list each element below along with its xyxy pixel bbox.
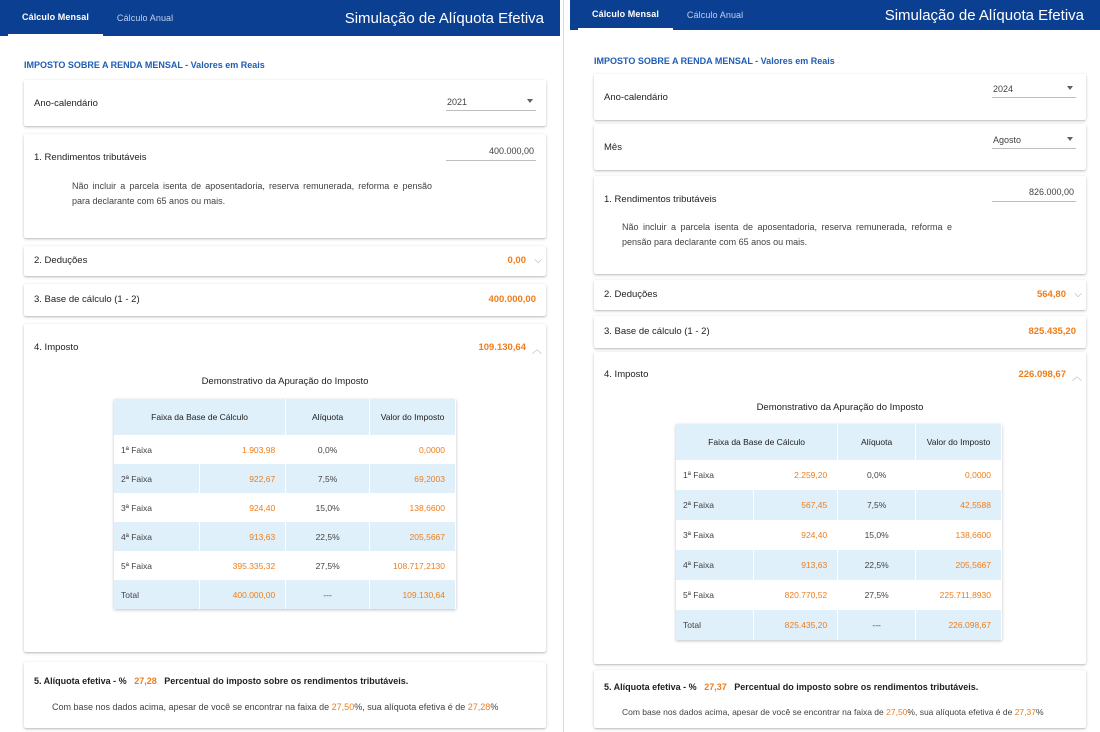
imposto-label: 4. Imposto: [604, 369, 649, 380]
ano-calendario-select[interactable]: [992, 80, 1076, 98]
aliquota-cell: 22,5%: [286, 522, 370, 551]
rendimentos-card: [594, 176, 1086, 274]
imposto-cell: 205,5667: [916, 550, 1002, 580]
aliquota-efetiva-card: [594, 670, 1086, 728]
summary-text: %, sua alíquota efetiva é de: [907, 707, 1015, 717]
rendimentos-label: 1. Rendimentos tributáveis: [34, 152, 147, 163]
deducoes-label: 2. Deduções: [604, 289, 658, 300]
section-title: IMPOSTO SOBRE A RENDA MENSAL - Valores em Reais: [24, 60, 265, 70]
summary-text: %: [490, 702, 499, 712]
ano-calendario-label: Ano-calendário: [34, 98, 98, 109]
summary-efetiva: 27,37: [1014, 707, 1036, 717]
faixa-cell: 3ª Faixa: [676, 520, 754, 550]
top-bar: [570, 0, 1100, 30]
base-cell: 924,40: [200, 493, 286, 522]
summary-efetiva: 27,28: [467, 702, 491, 712]
base-calculo-value: 825.435,20: [1028, 326, 1076, 337]
imposto-value: 226.098,67: [1018, 369, 1066, 380]
rendimentos-label: 1. Rendimentos tributáveis: [604, 194, 717, 205]
deducoes-value: 564,80: [1036, 289, 1066, 300]
aliquota-cell: 0,0%: [838, 460, 916, 490]
table-row-total: [114, 580, 456, 609]
table-row-total: [676, 610, 1002, 640]
faixa-cell: 4ª Faixa: [114, 522, 200, 551]
aliquota-cell: 27,5%: [286, 551, 370, 580]
mes-value: Agosto: [993, 134, 1022, 145]
ano-calendario-card: [24, 80, 546, 126]
table-header: Valor do Imposto: [370, 399, 456, 435]
base-cell: 922,67: [200, 464, 286, 493]
imposto-card: [24, 324, 546, 652]
ano-calendario-select[interactable]: [446, 93, 536, 111]
faixa-cell: 1ª Faixa: [114, 435, 200, 464]
summary-text: Com base nos dados acima, apesar de você se encontrar na faixa de: [52, 702, 332, 712]
imposto-cell: 0,0000: [370, 435, 456, 464]
table-row: [676, 460, 1002, 490]
imposto-value: 109.130,64: [478, 342, 526, 353]
aliquota-cell: ---: [286, 580, 370, 609]
dropdown-caret-icon: [1067, 86, 1073, 90]
mes-label: Mês: [604, 142, 622, 153]
aliquota-efetiva-desc: Percentual do imposto sobre os rendimentos tributáveis.: [734, 682, 979, 692]
imposto-cell: 42,5588: [916, 490, 1002, 520]
tab-calculo-anual[interactable]: Cálculo Anual: [116, 13, 174, 23]
app-title: Simulação de Alíquota Efetiva: [344, 9, 544, 27]
aliquota-efetiva-line: [604, 682, 978, 692]
demonstrativo-title: Demonstrativo da Apuração do Imposto: [756, 402, 924, 413]
summary-text: %: [1035, 707, 1044, 717]
right-panel: [570, 0, 1100, 732]
ano-calendario-label: Ano-calendário: [604, 92, 668, 103]
faixa-cell: Total: [114, 580, 200, 609]
table-row: [676, 520, 1002, 550]
base-cell: 924,40: [754, 520, 838, 550]
table-header: Faixa da Base de Cálculo: [676, 424, 838, 460]
aliquota-cell: 15,0%: [286, 493, 370, 522]
table-header: Faixa da Base de Cálculo: [114, 399, 286, 435]
base-cell: 820.770,52: [754, 580, 838, 610]
chevron-down-icon[interactable]: ⌵: [534, 255, 542, 266]
table-row: [114, 464, 456, 493]
summary-faixa: 27,50: [886, 707, 908, 717]
table-row: [676, 580, 1002, 610]
dropdown-caret-icon: [1067, 137, 1073, 141]
rendimentos-input[interactable]: 826.000,00: [992, 186, 1076, 202]
ano-calendario-card: [594, 74, 1086, 120]
imposto-cell: 109.130,64: [370, 580, 456, 609]
base-cell: 825.435,20: [754, 610, 838, 640]
imposto-cell: 108.717,2130: [370, 551, 456, 580]
table-row: [676, 490, 1002, 520]
table-header: Alíquota: [286, 399, 370, 435]
base-calculo-label: 3. Base de cálculo (1 - 2): [604, 326, 710, 337]
summary-faixa: 27,50: [331, 702, 355, 712]
rendimentos-note: Não incluir a parcela isenta de aposentadoria, reserva remunerada, reforma e pensão para declarante com 65 anos ou mais.: [622, 222, 952, 247]
aliquota-cell: 27,5%: [838, 580, 916, 610]
tab-calculo-mensal[interactable]: Cálculo Mensal: [8, 0, 103, 36]
table-row: [114, 522, 456, 551]
deducoes-label: 2. Deduções: [34, 255, 88, 266]
aliquota-efetiva-label: 5. Alíquota efetiva - %: [34, 676, 127, 686]
imposto-cell: 225.711,8930: [916, 580, 1002, 610]
base-cell: 567,45: [754, 490, 838, 520]
aliquota-efetiva-desc: Percentual do imposto sobre os rendimentos tributáveis.: [164, 676, 409, 686]
faixa-cell: 5ª Faixa: [676, 580, 754, 610]
deducoes-card[interactable]: [594, 280, 1086, 310]
section-title: IMPOSTO SOBRE A RENDA MENSAL - Valores em Reais: [594, 56, 835, 66]
imposto-cell: 205,5667: [370, 522, 456, 551]
tab-calculo-anual[interactable]: Cálculo Anual: [686, 10, 744, 20]
top-bar: [0, 0, 560, 36]
imposto-card: [594, 352, 1086, 664]
faixa-cell: Total: [676, 610, 754, 640]
ano-calendario-value: 2021: [447, 96, 468, 107]
base-calculo-card: [24, 284, 546, 316]
aliquota-cell: 22,5%: [838, 550, 916, 580]
table-row: [114, 551, 456, 580]
rendimentos-input[interactable]: 400.000,00: [446, 145, 536, 161]
aliquota-cell: 7,5%: [286, 464, 370, 493]
base-cell: 395.335,32: [200, 551, 286, 580]
base-cell: 2.259,20: [754, 460, 838, 490]
tab-calculo-mensal[interactable]: Cálculo Mensal: [578, 0, 673, 30]
faixa-cell: 4ª Faixa: [676, 550, 754, 580]
table-header: Alíquota: [838, 424, 916, 460]
table-header: Valor do Imposto: [916, 424, 1002, 460]
imposto-cell: 138,6600: [370, 493, 456, 522]
aliquota-efetiva-value: 27,28: [134, 676, 157, 686]
imposto-cell: 138,6600: [916, 520, 1002, 550]
aliquota-efetiva-label: 5. Alíquota efetiva - %: [604, 682, 697, 692]
deducoes-value: 0,00: [507, 255, 526, 266]
aliquota-efetiva-summary: [622, 707, 1044, 717]
ano-calendario-value: 2024: [993, 83, 1014, 94]
aliquota-efetiva-card: [24, 662, 546, 728]
demonstrativo-title: Demonstrativo da Apuração do Imposto: [201, 376, 369, 387]
aliquota-cell: ---: [838, 610, 916, 640]
base-calculo-value: 400.000,00: [488, 294, 536, 305]
demonstrativo-table: [676, 424, 1002, 640]
table-row: [676, 550, 1002, 580]
base-cell: 913,63: [754, 550, 838, 580]
demonstrativo-table: [114, 399, 456, 609]
base-cell: 913,63: [200, 522, 286, 551]
aliquota-efetiva-summary: [52, 702, 498, 712]
faixa-cell: 2ª Faixa: [114, 464, 200, 493]
summary-text: %, sua alíquota efetiva é de: [354, 702, 468, 712]
rendimentos-note: Não incluir a parcela isenta de aposentadoria, reserva remunerada, reforma e pensão para declarante com 65 anos ou mais.: [72, 181, 432, 206]
faixa-cell: 5ª Faixa: [114, 551, 200, 580]
mes-select[interactable]: [992, 131, 1076, 149]
chevron-down-icon[interactable]: ⌵: [1074, 289, 1082, 300]
base-calculo-card: [594, 316, 1086, 348]
faixa-cell: 1ª Faixa: [676, 460, 754, 490]
table-row: [114, 435, 456, 464]
aliquota-cell: 15,0%: [838, 520, 916, 550]
base-cell: 400.000,00: [200, 580, 286, 609]
aliquota-cell: 7,5%: [838, 490, 916, 520]
base-cell: 1.903,98: [200, 435, 286, 464]
deducoes-card[interactable]: [24, 246, 546, 276]
imposto-label: 4. Imposto: [34, 342, 79, 353]
imposto-cell: 69,2003: [370, 464, 456, 493]
summary-text: Com base nos dados acima, apesar de você se encontrar na faixa de: [622, 707, 887, 717]
chevron-up-icon[interactable]: ︿: [532, 345, 542, 356]
panel-divider: [563, 0, 564, 732]
dropdown-caret-icon: [527, 99, 533, 103]
aliquota-efetiva-line: [34, 676, 408, 686]
imposto-cell: 226.098,67: [916, 610, 1002, 640]
imposto-cell: 0,0000: [916, 460, 1002, 490]
app-title: Simulação de Alíquota Efetiva: [884, 6, 1084, 24]
base-calculo-label: 3. Base de cálculo (1 - 2): [34, 294, 140, 305]
mes-card: [594, 124, 1086, 170]
faixa-cell: 3ª Faixa: [114, 493, 200, 522]
chevron-up-icon[interactable]: ︿: [1072, 372, 1082, 383]
aliquota-efetiva-value: 27,37: [704, 682, 727, 692]
rendimentos-card: [24, 134, 546, 238]
faixa-cell: 2ª Faixa: [676, 490, 754, 520]
aliquota-cell: 0,0%: [286, 435, 370, 464]
table-row: [114, 493, 456, 522]
